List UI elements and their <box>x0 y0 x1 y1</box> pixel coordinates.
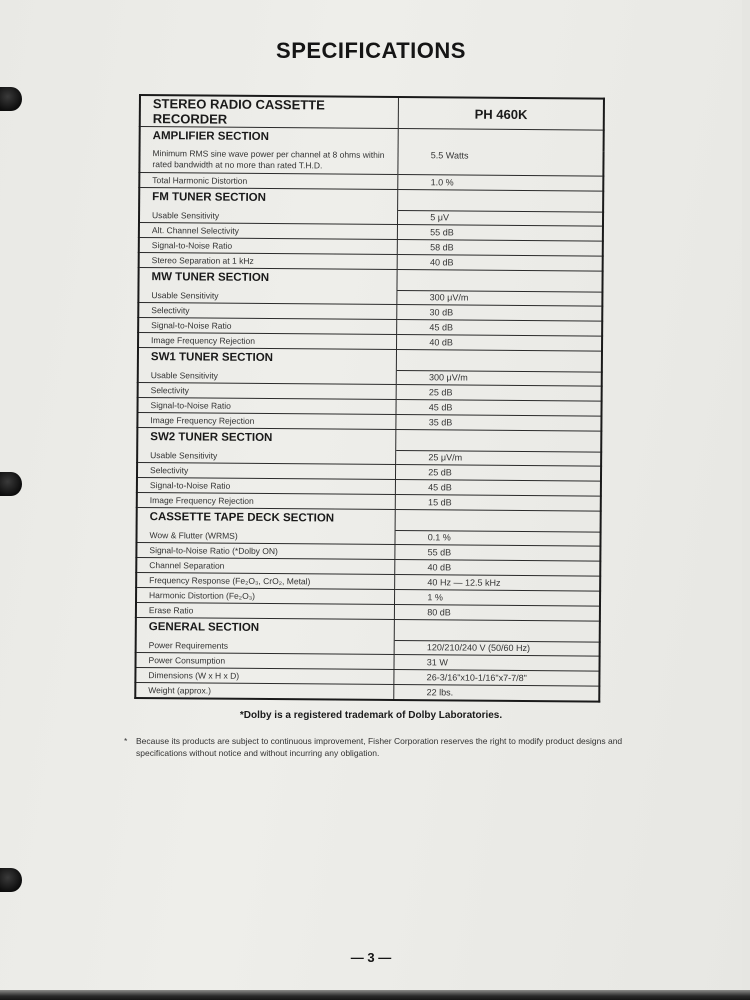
spec-value: 25 μV/m <box>396 450 601 466</box>
spec-value: 31 W <box>394 655 599 672</box>
binder-hole <box>0 87 22 111</box>
spec-label: Signal-to-Noise Ratio <box>137 477 396 494</box>
spec-label: Usable Sensitivity <box>137 448 396 465</box>
spec-value: 300 μV/m <box>397 370 602 386</box>
spec-label: Power Consumption <box>135 652 394 669</box>
spec-label: Erase Ratio <box>136 602 395 619</box>
spec-label: Weight (approx.) <box>135 682 394 700</box>
spec-value: 5 μV <box>398 210 603 226</box>
spec-value: 1.0 % <box>398 175 603 192</box>
spec-label: Selectivity <box>138 303 397 320</box>
dolby-trademark-note: *Dolby is a registered trademark of Dolby Laboratories. <box>239 710 503 721</box>
spec-value: 40 Hz — 12.5 kHz <box>395 575 600 592</box>
spec-value: 300 μV/m <box>397 290 602 306</box>
footnote-text: Because its products are subject to continuous improvement, Fisher Corporation reserves the right to modify product designs and specifications without notice and without incurring any obligation. <box>136 736 623 758</box>
specifications-table <box>134 94 605 703</box>
spec-label: Usable Sensitivity <box>139 208 398 225</box>
page-number: — 3 — <box>350 950 392 965</box>
page-title: SPECIFICATIONS <box>276 38 466 63</box>
spec-value: 0.1 % <box>395 530 600 546</box>
section-title: SW1 TUNER SECTION <box>138 348 397 371</box>
spec-value: 40 dB <box>397 255 602 272</box>
spec-value: 45 dB <box>396 400 601 417</box>
spec-label: Image Frequency Rejection <box>138 333 397 350</box>
spec-label: Minimum RMS sine wave power per channel at 8 ohms within rated bandwidth at no more than rated T.H.D. <box>139 148 398 175</box>
section-title: FM TUNER SECTION <box>139 188 398 211</box>
section-value-cell <box>396 430 601 452</box>
spec-value: 80 dB <box>395 605 600 622</box>
spec-label: Image Frequency Rejection <box>137 492 396 509</box>
spec-label: Wow & Flutter (WRMS) <box>136 528 395 545</box>
spec-value: 40 dB <box>397 335 602 352</box>
spec-value: 25 dB <box>396 385 601 402</box>
page-edge <box>0 990 750 1000</box>
spec-value: 120/210/240 V (50/60 Hz) <box>394 640 599 656</box>
spec-label: Usable Sensitivity <box>138 368 397 385</box>
spec-value: 5.5 Watts <box>398 129 604 177</box>
spec-label: Signal-to-Noise Ratio (*Dolby ON) <box>136 542 395 559</box>
spec-label: Signal-to-Noise Ratio <box>138 318 397 335</box>
spec-value: 22 lbs. <box>394 685 599 702</box>
section-value-cell <box>395 620 600 642</box>
spec-label: Alt. Channel Selectivity <box>139 223 398 240</box>
spec-row <box>135 682 599 701</box>
binder-hole <box>0 868 22 892</box>
spec-value: 26-3/16"x10-1/16"x7-7/8" <box>394 670 599 687</box>
spec-value: 55 dB <box>395 545 600 562</box>
spec-value: 55 dB <box>398 225 603 242</box>
spec-label: Frequency Response (Fe₂O₃, CrO₂, Metal) <box>136 572 395 589</box>
section-value-cell <box>397 270 602 292</box>
table-header-label: STEREO RADIO CASSETTE RECORDER <box>140 95 399 129</box>
section-value-cell <box>398 190 603 212</box>
section-value-cell <box>395 510 600 532</box>
spec-label: Stereo Separation at 1 kHz <box>139 253 398 270</box>
spec-value: 45 dB <box>397 320 602 337</box>
footnote-marker: * <box>124 736 128 746</box>
spec-value: 35 dB <box>396 415 601 432</box>
spec-label: Selectivity <box>138 382 397 399</box>
spec-value: 40 dB <box>395 560 600 577</box>
spec-label: Signal-to-Noise Ratio <box>137 397 396 414</box>
spec-label: Usable Sensitivity <box>138 288 397 305</box>
section-title: GENERAL SECTION <box>136 617 395 640</box>
spec-value: 25 dB <box>396 465 601 482</box>
spec-label: Signal-to-Noise Ratio <box>139 238 398 255</box>
spec-label: Power Requirements <box>136 638 395 655</box>
spec-label: Total Harmonic Distortion <box>139 173 398 190</box>
spec-label: Dimensions (W x H x D) <box>135 667 394 684</box>
section-title: AMPLIFIER SECTION <box>140 127 399 151</box>
footnote <box>124 735 644 759</box>
spec-label: Selectivity <box>137 462 396 479</box>
spec-value: 1 % <box>395 590 600 607</box>
spec-label: Channel Separation <box>136 557 395 574</box>
section-value-cell <box>397 350 602 372</box>
spec-label: Harmonic Distortion (Fe₂O₃) <box>136 587 395 604</box>
table-header-row <box>140 95 604 130</box>
spec-label: Image Frequency Rejection <box>137 412 396 429</box>
spec-value: 15 dB <box>396 495 601 512</box>
spec-value: 45 dB <box>396 480 601 497</box>
section-title: CASSETTE TAPE DECK SECTION <box>137 507 396 530</box>
spec-value: 58 dB <box>398 240 603 257</box>
section-title: SW2 TUNER SECTION <box>137 427 396 450</box>
binder-hole <box>0 472 22 496</box>
spec-value: 30 dB <box>397 305 602 322</box>
section-title: MW TUNER SECTION <box>138 268 397 291</box>
table-header-model: PH 460K <box>399 97 604 130</box>
